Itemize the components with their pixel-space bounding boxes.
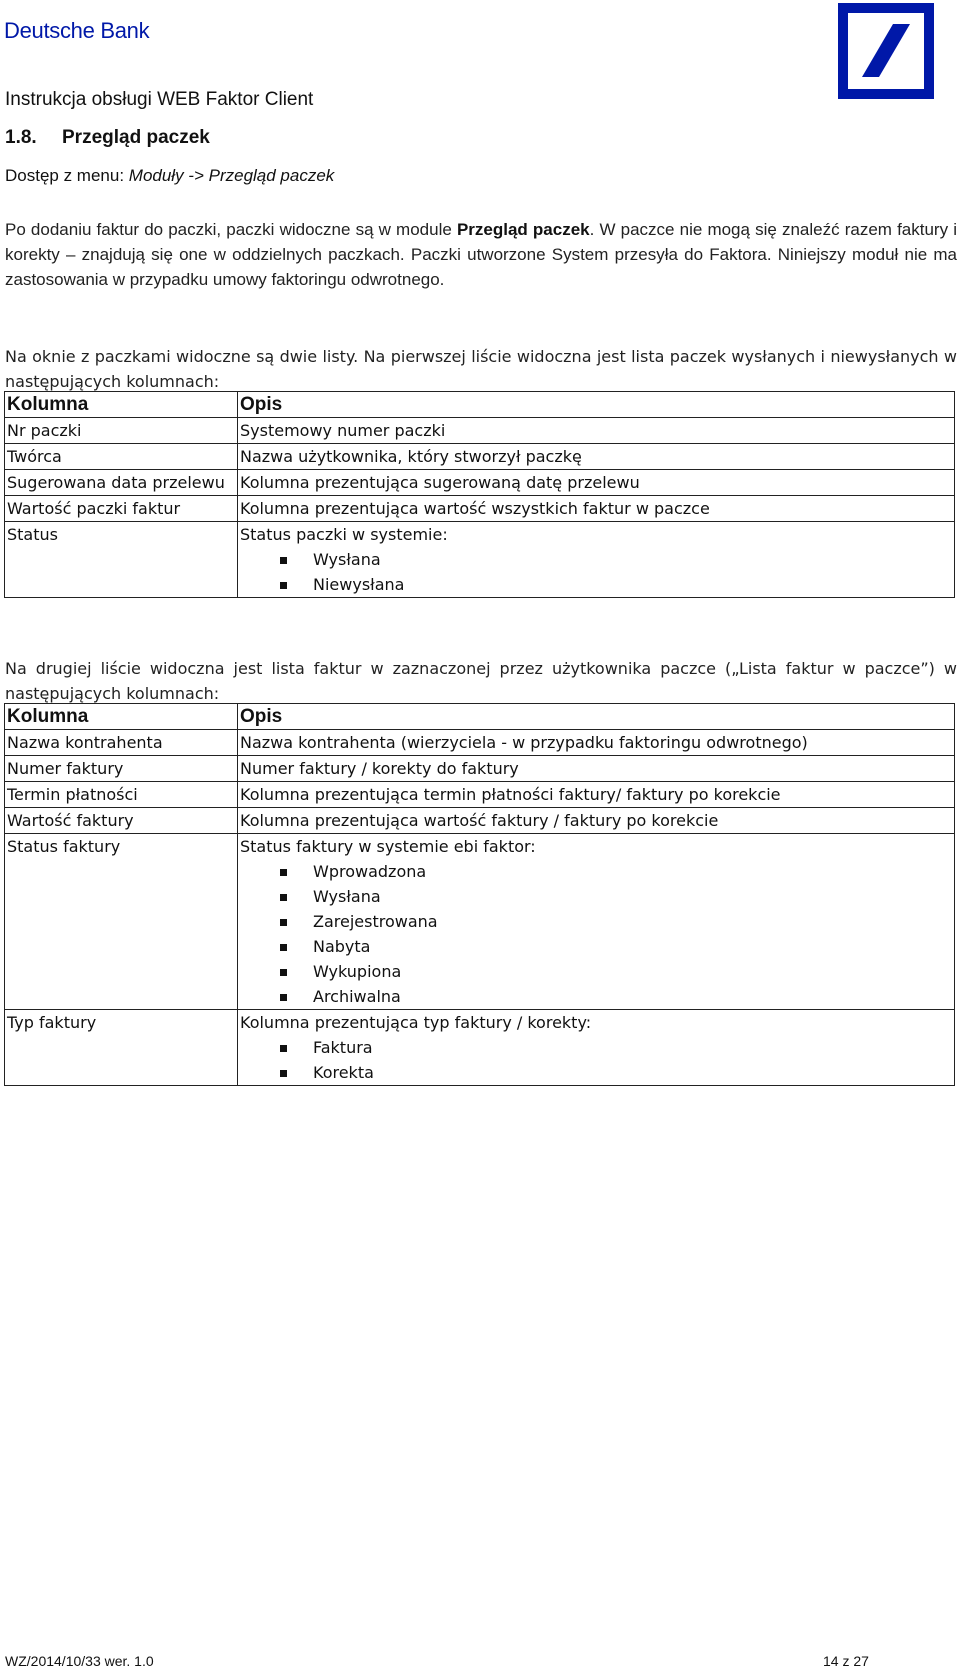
type-description: Kolumna prezentująca typ faktury / korekty: — [240, 1013, 592, 1032]
table-row — [5, 1010, 955, 1086]
document-title: Instrukcja obsługi WEB Faktor Client — [5, 89, 314, 110]
column-description: Numer faktury / korekty do faktury — [238, 756, 955, 782]
section-number: 1.8. — [5, 127, 37, 148]
list-item: Archiwalna — [280, 984, 952, 1009]
status-list — [240, 859, 952, 1009]
list-item: Wysłana — [280, 547, 952, 572]
deutsche-bank-logo-icon — [838, 3, 934, 99]
list-item: Wysłana — [280, 884, 952, 909]
column-description — [238, 522, 955, 598]
column-description — [238, 1010, 955, 1086]
header-column: Kolumna — [5, 704, 238, 730]
column-name: Nazwa kontrahenta — [5, 730, 238, 756]
column-name: Numer faktury — [5, 756, 238, 782]
column-description: Systemowy numer paczki — [238, 418, 955, 444]
column-description: Kolumna prezentująca sugerowaną datę przelewu — [238, 470, 955, 496]
footer-page-number: 14 z 27 — [823, 1653, 869, 1669]
header-column: Kolumna — [5, 392, 238, 418]
status-description: Status faktury w systemie ebi faktor: — [240, 837, 536, 856]
access-path: Moduły -> Przegląd paczek — [128, 166, 335, 185]
intro-text-start: Po dodaniu faktur do paczki, paczki widoczne są w module — [5, 220, 457, 239]
list-item: Korekta — [280, 1060, 952, 1085]
status-list — [240, 547, 952, 597]
table-row — [5, 496, 955, 522]
invoice-list-paragraph: Na drugiej liście widoczna jest lista faktur w zaznaczonej przez użytkownika paczce („Lista faktur w paczce”) w następujących kolumnach: — [5, 659, 957, 703]
access-prefix: Dostęp z menu: — [5, 166, 129, 185]
list-item: Niewysłana — [280, 572, 952, 597]
list-item: Wykupiona — [280, 959, 952, 984]
table-header-row — [5, 704, 955, 730]
intro-paragraph — [5, 217, 957, 292]
list-item: Zarejestrowana — [280, 909, 952, 934]
section-heading — [5, 127, 210, 149]
column-name: Termin płatności — [5, 782, 238, 808]
column-name: Nr paczki — [5, 418, 238, 444]
column-description: Kolumna prezentująca wartość faktury / faktury po korekcie — [238, 808, 955, 834]
lists-paragraph: Na oknie z paczkami widoczne są dwie listy. Na pierwszej liście widoczna jest lista paczek wysłanych i niewysłanych w następujących kolumnach: — [5, 347, 957, 391]
header-description: Opis — [238, 392, 955, 418]
table-row — [5, 834, 955, 1010]
status-description: Status paczki w systemie: — [240, 525, 448, 544]
table-row — [5, 522, 955, 598]
invoices-columns-table — [4, 703, 955, 1086]
table-row — [5, 418, 955, 444]
column-description: Nazwa użytkownika, który stworzył paczkę — [238, 444, 955, 470]
footer-document-code: WZ/2014/10/33 wer. 1.0 — [5, 1653, 154, 1669]
table-header-row — [5, 392, 955, 418]
packages-columns-table — [4, 391, 955, 598]
list-item: Faktura — [280, 1035, 952, 1060]
column-description: Nazwa kontrahenta (wierzyciela - w przypadku faktoringu odwrotnego) — [238, 730, 955, 756]
list-item: Wprowadzona — [280, 859, 952, 884]
module-name-bold: Przegląd paczek — [456, 220, 590, 239]
column-name: Twórca — [5, 444, 238, 470]
table-row — [5, 444, 955, 470]
column-name: Sugerowana data przelewu — [5, 470, 238, 496]
column-name: Status — [5, 522, 238, 598]
intro-text-end: . W paczce nie mogą się znaleźć razem faktury i korekty – znajdują się one w oddzielnych paczkach. Paczki utworzone System przesyła do Faktora. Niniejszy moduł nie ma zastosowania w przypadku umowy faktoringu odwrotnego. — [5, 220, 957, 289]
table-row — [5, 730, 955, 756]
brand-name: Deutsche Bank — [4, 18, 150, 43]
table-row — [5, 808, 955, 834]
column-name: Wartość paczki faktur — [5, 496, 238, 522]
column-name: Typ faktury — [5, 1010, 238, 1086]
column-description — [238, 834, 955, 1010]
table-row — [5, 470, 955, 496]
table-row — [5, 782, 955, 808]
table-row — [5, 756, 955, 782]
list-item: Nabyta — [280, 934, 952, 959]
column-name: Status faktury — [5, 834, 238, 1010]
menu-access-path — [5, 166, 334, 186]
section-title: Przegląd paczek — [62, 127, 210, 148]
column-description: Kolumna prezentująca termin płatności faktury/ faktury po korekcie — [238, 782, 955, 808]
column-name: Wartość faktury — [5, 808, 238, 834]
header-description: Opis — [238, 704, 955, 730]
column-description: Kolumna prezentująca wartość wszystkich faktur w paczce — [238, 496, 955, 522]
type-list — [240, 1035, 952, 1085]
